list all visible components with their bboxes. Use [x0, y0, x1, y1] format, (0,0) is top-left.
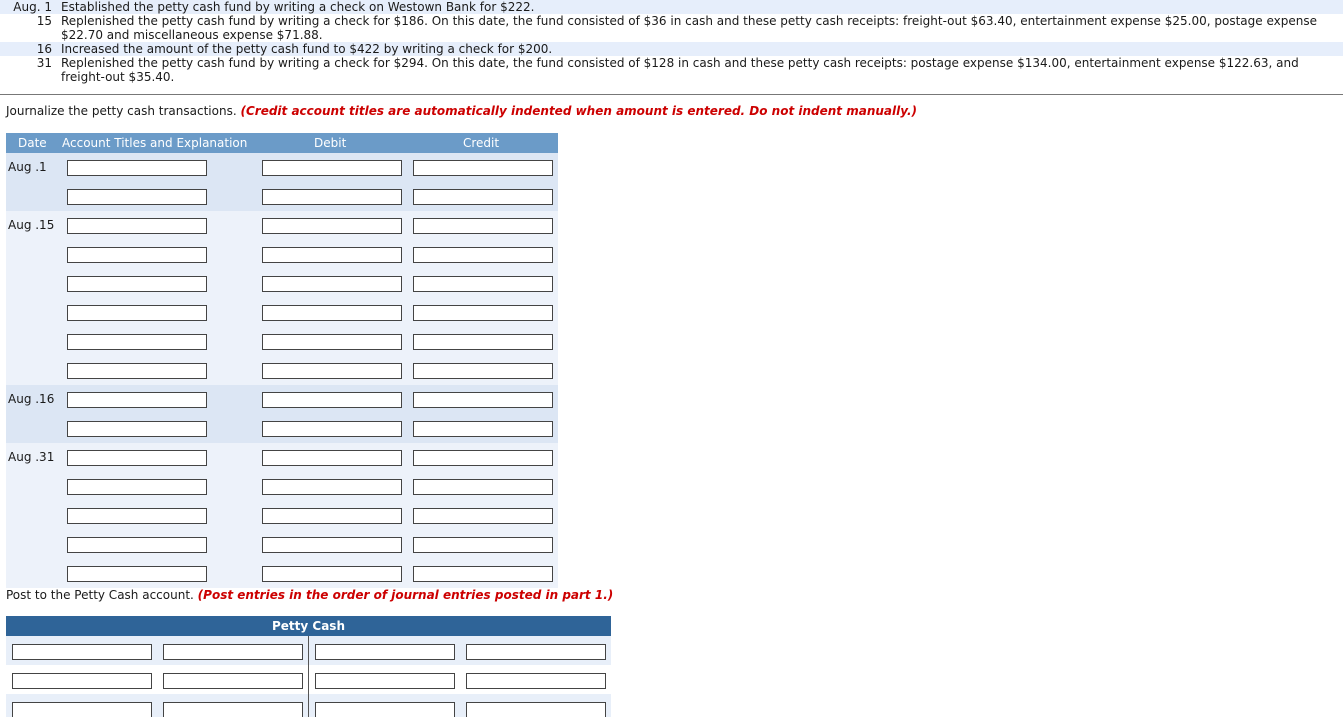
credit-input[interactable]: [413, 479, 553, 495]
credit-input[interactable]: [413, 450, 553, 466]
instruction-note: (Post entries in the order of journal entries posted in part 1.): [197, 588, 614, 602]
header-debit: Debit: [314, 136, 347, 150]
journal-entry-group: [6, 153, 558, 211]
transaction-date: 16: [36, 42, 52, 56]
transaction-row: [0, 14, 1343, 42]
debit-input[interactable]: [262, 189, 402, 205]
account-title-input[interactable]: [67, 276, 207, 292]
credit-input[interactable]: [413, 363, 553, 379]
debit-input[interactable]: [262, 160, 402, 176]
credit-input[interactable]: [413, 537, 553, 553]
debit-input[interactable]: [262, 363, 402, 379]
debit-input[interactable]: [262, 392, 402, 408]
credit-amount-input[interactable]: [466, 673, 606, 689]
debit-amount-input[interactable]: [163, 673, 303, 689]
journal-entry-group: [6, 443, 558, 588]
debit-input[interactable]: [262, 276, 402, 292]
debit-date-input[interactable]: [12, 673, 152, 689]
account-title-input[interactable]: [67, 450, 207, 466]
transaction-text: Replenished the petty cash fund by writing a check for $294. On this date, the fund consisted of $128 in cash and these petty cash receipts: postage expense $134.00, entertainment expense $122.63, and freight-out $35.40.: [61, 56, 1299, 84]
petty-cash-t-account: [6, 616, 611, 717]
debit-date-input[interactable]: [12, 644, 152, 660]
credit-input[interactable]: [413, 218, 553, 234]
credit-amount-input[interactable]: [466, 702, 606, 717]
transaction-row: [0, 0, 1343, 14]
account-title-input[interactable]: [67, 334, 207, 350]
debit-input[interactable]: [262, 450, 402, 466]
account-title-input[interactable]: [67, 421, 207, 437]
credit-input[interactable]: [413, 421, 553, 437]
header-credit: Credit: [463, 136, 500, 150]
account-title-input[interactable]: [67, 247, 207, 263]
account-title-input[interactable]: [67, 363, 207, 379]
account-title-input[interactable]: [67, 508, 207, 524]
debit-input[interactable]: [262, 305, 402, 321]
header-account: Account Titles and Explanation: [62, 136, 248, 150]
debit-input[interactable]: [262, 247, 402, 263]
credit-input[interactable]: [413, 566, 553, 582]
entry-date: Aug .16: [8, 392, 55, 406]
debit-input[interactable]: [262, 537, 402, 553]
journal-header: [6, 133, 558, 153]
entry-date: Aug .31: [8, 450, 55, 464]
entry-date: Aug .15: [8, 218, 55, 232]
account-title-input[interactable]: [67, 566, 207, 582]
account-title-input[interactable]: [67, 305, 207, 321]
credit-date-input[interactable]: [315, 702, 455, 717]
transaction-row: [0, 42, 1343, 56]
debit-input[interactable]: [262, 566, 402, 582]
debit-input[interactable]: [262, 508, 402, 524]
credit-input[interactable]: [413, 160, 553, 176]
debit-amount-input[interactable]: [163, 644, 303, 660]
debit-input[interactable]: [262, 421, 402, 437]
journal-instruction: [6, 104, 917, 118]
transaction-row: [0, 56, 1343, 84]
entry-date: Aug .1: [8, 160, 47, 174]
credit-input[interactable]: [413, 334, 553, 350]
instruction-text: Journalize the petty cash transactions.: [6, 104, 237, 118]
credit-date-input[interactable]: [315, 673, 455, 689]
transaction-text: Replenished the petty cash fund by writing a check for $186. On this date, the fund consisted of $36 in cash and these petty cash receipts: freight-out $63.40, entertainment expense $25.00, postage expense $22.70 and miscellaneous expense $71.88.: [61, 14, 1317, 42]
account-title-input[interactable]: [67, 218, 207, 234]
instruction-text: Post to the Petty Cash account.: [6, 588, 194, 602]
transaction-date: 31: [36, 56, 52, 70]
transaction-text: Established the petty cash fund by writing a check on Westown Bank for $222.: [61, 0, 535, 14]
debit-date-input[interactable]: [12, 702, 152, 717]
credit-input[interactable]: [413, 392, 553, 408]
credit-date-input[interactable]: [315, 644, 455, 660]
credit-amount-input[interactable]: [466, 644, 606, 660]
credit-input[interactable]: [413, 247, 553, 263]
instruction-note: (Credit account titles are automatically indented when amount is entered. Do not indent manually.): [240, 104, 917, 118]
transaction-text: Increased the amount of the petty cash fund to $422 by writing a check for $200.: [61, 42, 553, 56]
header-date: Date: [18, 136, 47, 150]
t-account-divider: [308, 636, 309, 717]
debit-input[interactable]: [262, 334, 402, 350]
debit-amount-input[interactable]: [163, 702, 303, 717]
credit-input[interactable]: [413, 276, 553, 292]
account-title-input[interactable]: [67, 392, 207, 408]
credit-input[interactable]: [413, 305, 553, 321]
journal-entry-group: [6, 385, 558, 443]
account-title-input[interactable]: [67, 537, 207, 553]
problem-statement: [0, 0, 1343, 95]
transaction-date: 15: [36, 14, 52, 28]
t-account-title: Petty Cash: [6, 616, 611, 636]
ledger-instruction: [6, 588, 613, 602]
debit-input[interactable]: [262, 479, 402, 495]
account-title-input[interactable]: [67, 189, 207, 205]
credit-input[interactable]: [413, 189, 553, 205]
journal-entry-group: [6, 211, 558, 385]
debit-input[interactable]: [262, 218, 402, 234]
transaction-date: Aug. 1: [13, 0, 52, 14]
credit-input[interactable]: [413, 508, 553, 524]
account-title-input[interactable]: [67, 160, 207, 176]
account-title-input[interactable]: [67, 479, 207, 495]
